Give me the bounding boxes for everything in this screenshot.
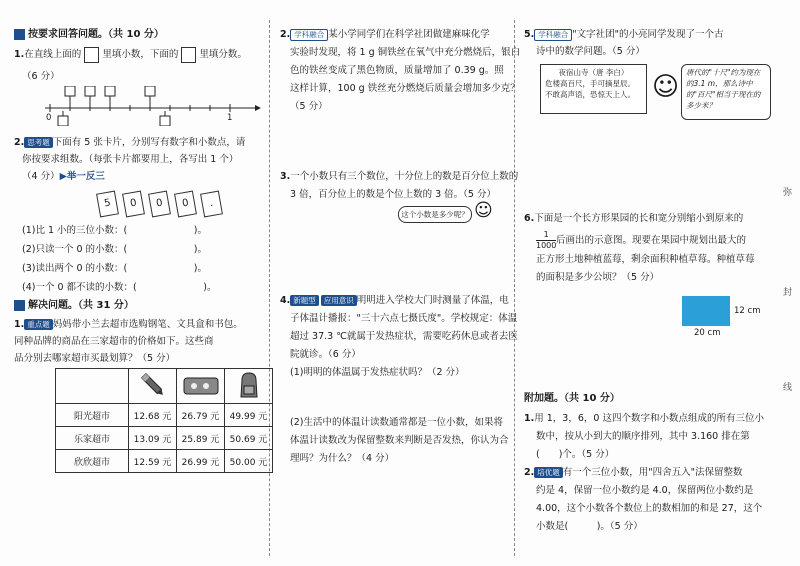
question-6-line: 超过 37.3 ℃就属于发热症状，需要吃药休息或者去医 xyxy=(290,331,518,342)
question-5: 3.一个小数只有三个数位，十分位上的数是百分位上数的 xyxy=(280,171,519,182)
section-heading: 按要求回答问题。（共 10 分） xyxy=(14,28,164,42)
table-row: 欣欣超市 12.59 元 26.99 元 50.00 元 xyxy=(56,450,273,473)
section-icon xyxy=(14,29,25,40)
tag-badge: 学科融合 xyxy=(534,29,572,41)
question-7: 5. 学科融合 "文字社团"的小亮同学发现了一个古 xyxy=(524,29,724,40)
sub-question: (1)比 1 小的三位小数：( )。 xyxy=(22,225,207,236)
answer-box[interactable] xyxy=(84,47,99,63)
tag-badge: 应用意识 xyxy=(321,295,357,306)
tag-badge: 重点题 xyxy=(24,319,53,330)
pen-image xyxy=(129,369,177,404)
seal-label: 线 xyxy=(782,383,792,393)
link-text[interactable]: ▶举一反三 xyxy=(59,171,105,182)
bonus-question-2-line: 4.00，这个小数各个数位上的数相加的和是 27，这个 xyxy=(536,503,763,514)
sub-question: (2)生活中的体温计读数通常都是一位小数，如果将 xyxy=(290,417,503,428)
column-divider xyxy=(269,20,270,556)
question-5-line: 3 倍，百分位上的数是个位上数的 3 倍。（5 分） xyxy=(290,189,496,200)
speech-bubble: 这个小数是多少呢？ xyxy=(398,206,472,223)
bonus-question-2-line: 小数是( )。（5 分） xyxy=(536,521,643,532)
tag-badge: 思考题 xyxy=(24,137,53,148)
orchard-rectangle xyxy=(682,296,730,326)
question-6: 4. 新题型 应用意识 明明进入学校大门时测量了体温，电 xyxy=(280,295,509,306)
seal-label: 弥 xyxy=(782,188,792,198)
sub-question: (4)一个 0 都不读的小数：( )。 xyxy=(22,282,217,293)
question-1-score: （6 分） xyxy=(22,71,60,82)
digit-card: 0 xyxy=(122,191,145,218)
tag-badge: 学科融合 xyxy=(290,29,328,41)
section-icon xyxy=(14,300,25,311)
speech-bubble: 唐代的"十尺"约为现在的3.1 m，那么诗中的"百尺"相当于现在的多少米？ xyxy=(681,64,771,120)
sub-question: (1)明明的体温属于发热症状吗？（2 分） xyxy=(290,367,465,378)
question-6-line: 子体温计播报："三十六点七摄氏度"。学校规定：体温 xyxy=(290,313,518,324)
number-line-label-1: 1 xyxy=(227,113,233,123)
digit-card: 0 xyxy=(174,191,197,218)
question-8-line: 后画出的示意图。现要在果园中规划出最大的 xyxy=(556,235,747,246)
answer-box[interactable] xyxy=(181,47,196,63)
table-row: 乐家超市 13.09 元 25.89 元 50.69 元 xyxy=(56,427,273,450)
question-6-line: 院就诊。（6 分） xyxy=(290,349,361,360)
backpack-image xyxy=(225,369,273,404)
student-figure-icon: ☺ xyxy=(652,72,680,102)
question-2-score: （4 分）▶举一反三 xyxy=(22,171,105,182)
length-label: 20 cm xyxy=(694,328,721,338)
price-table xyxy=(55,368,273,473)
tag-badge: 培优题 xyxy=(534,467,563,478)
bonus-question-1: 1.用 1，3，6，0 这四个数字和小数点组成的所有三位小 xyxy=(524,413,764,424)
section-heading: 附加题。（共 10 分） xyxy=(524,393,620,404)
student-figure-icon: ☺ xyxy=(474,200,493,221)
question-4-line: 实验时发现，将 1 g 铜铁丝在氧气中充分燃烧后，银白 xyxy=(290,47,521,58)
sub-question: (3)读出两个 0 的小数：( )。 xyxy=(22,263,207,274)
question-2: 2. 思考题 下面有 5 张卡片，分别写有数字和小数点，请 xyxy=(14,137,246,148)
pencil-box-image xyxy=(177,369,225,404)
section-heading: 解决问题。（共 31 分） xyxy=(14,299,134,313)
sub-question: 体温计读数改为保留整数来判断是否发热，你认为合 xyxy=(290,435,509,446)
question-3-line: 品分别去哪家超市买最划算？（5 分） xyxy=(14,353,176,364)
fraction: $\frac{1}{1000}$ xyxy=(536,230,557,250)
number-line-label-0: 0 xyxy=(46,113,52,123)
table-header-row xyxy=(56,369,273,404)
sub-question: (2)只读一个 0 的小数：( )。 xyxy=(22,244,207,255)
bonus-question-1-line: 数中，按从小到大的顺序排列，其中 3.160 排在第 xyxy=(536,431,750,442)
question-3-line: 同种品牌的商品在三家超市的价格如下。这些商 xyxy=(14,336,214,347)
question-8-line: 正方形土地种植蓝莓，剩余面积种植草莓。种植草莓 xyxy=(536,254,755,265)
digit-card: . xyxy=(200,191,223,218)
digit-card: 5 xyxy=(96,191,119,218)
question-4-line: 这样计算，100 g 铁丝充分燃烧后质量会增加多少克？ xyxy=(290,83,520,94)
width-label: 12 cm xyxy=(734,306,761,316)
digit-card: 0 xyxy=(148,191,171,218)
question-4: 2. 学科融合 某小学同学们在科学社团做建麻味化学 xyxy=(280,29,490,40)
question-1: 1.在直线上面的 里填小数，下面的 里填分数。 xyxy=(14,46,247,63)
bonus-question-2-line: 约是 4，保留一位小数约是 4.0，保留两位小数约是 xyxy=(536,485,754,496)
question-4-line: 色的铁丝变成了黑色物质，质量增加了 0.39 g。照 xyxy=(290,65,504,76)
question-3: 1. 重点题 妈妈带小兰去超市选购钢笔、文具盒和书包。 xyxy=(14,319,243,330)
seal-label: 封 xyxy=(782,288,792,298)
bonus-question-1-line: ( )个。（5 分） xyxy=(536,449,615,460)
table-cell xyxy=(56,369,129,404)
tag-badge: 新题型 xyxy=(290,295,319,306)
bonus-question-2: 2. 培优题 有一个三位小数，用"四舍五入"法保留整数 xyxy=(524,467,743,478)
sub-question: 理吗？为什么？（4 分） xyxy=(290,453,395,464)
question-2-line: 你按要求组数。（每张卡片都要用上，各写出 1 个） xyxy=(22,154,239,165)
question-7-line: 诗中的数学问题。（5 分） xyxy=(536,46,645,57)
question-8: 6.下面是一个长方形果园的长和宽分别缩小到原来的 xyxy=(524,213,744,224)
table-row: 阳光超市 12.68 元 26.79 元 49.99 元 xyxy=(56,404,273,427)
poem-box: 夜宿山寺（唐 李白） 危楼高百尺，手可摘星辰。 不敢高声语，恐惊天上人。 xyxy=(540,64,647,114)
question-4-score: （5 分） xyxy=(290,101,328,112)
column-divider xyxy=(514,20,515,556)
question-8-line: 的面积是多少公顷？（5 分） xyxy=(536,272,660,283)
